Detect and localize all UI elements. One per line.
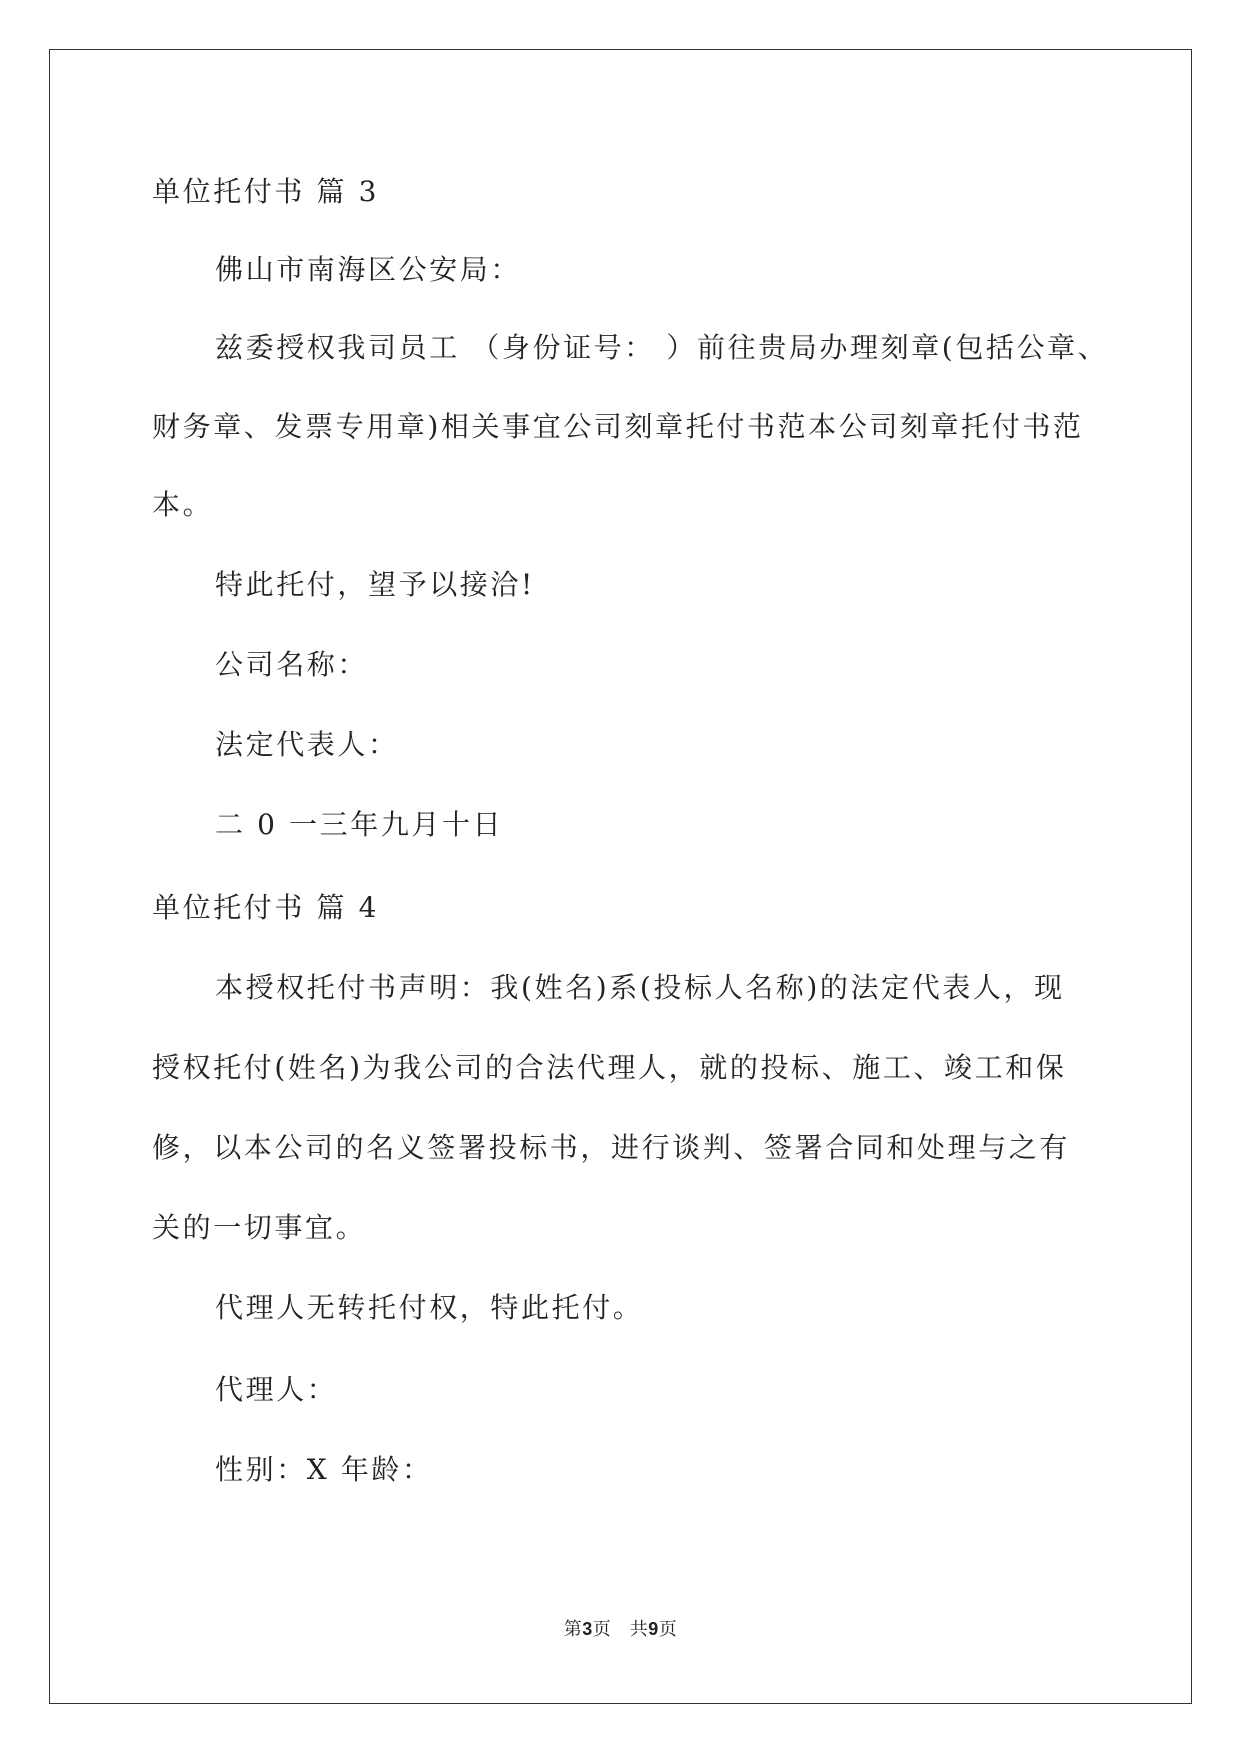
section-3-heading: 单位托付书 篇 3	[152, 175, 380, 208]
no-sub-delegation-line: 代理人无转托付权，特此托付。	[215, 1291, 644, 1324]
section-4-paragraph-line-4: 关的一切事宜。	[152, 1211, 367, 1244]
date-line: 二 0 一三年九月十日	[215, 808, 504, 841]
section-4-paragraph-line-3: 修，以本公司的名义签署投标书，进行谈判、签署合同和处理与之有	[152, 1131, 1071, 1164]
agent-label: 代理人：	[215, 1373, 338, 1406]
gender-age-line: 性别：X 年龄：	[215, 1453, 433, 1486]
current-page-number: 3	[582, 1619, 593, 1639]
footer-middle: 页 共	[592, 1619, 649, 1640]
section-4-paragraph-line-2: 授权托付(姓名)为我公司的合法代理人，就的投标、施工、竣工和保	[152, 1051, 1067, 1084]
footer-prefix: 第	[563, 1619, 583, 1640]
legal-representative-label: 法定代表人：	[215, 728, 399, 761]
section-3-paragraph-line-2: 财务章、发票专用章)相关事宜公司刻章托付书范本公司刻章托付书范	[152, 410, 1084, 443]
section-4-heading: 单位托付书 篇 4	[152, 891, 380, 924]
footer-suffix: 页	[658, 1619, 678, 1640]
company-name-label: 公司名称：	[215, 648, 369, 681]
section-4-paragraph-line-1: 本授权托付书声明：我(姓名)系(投标人名称)的法定代表人，现	[215, 971, 1065, 1004]
section-3-paragraph-line-1: 兹委授权我司员工 （身份证号： ）前往贵局办理刻章(包括公章、	[215, 331, 1109, 364]
addressee: 佛山市南海区公安局：	[215, 253, 522, 286]
total-pages-number: 9	[648, 1619, 659, 1639]
closing-line: 特此托付，望予以接洽!	[215, 568, 535, 601]
section-3-paragraph-line-3: 本。	[152, 488, 214, 521]
page-footer	[0, 1617, 1241, 1642]
